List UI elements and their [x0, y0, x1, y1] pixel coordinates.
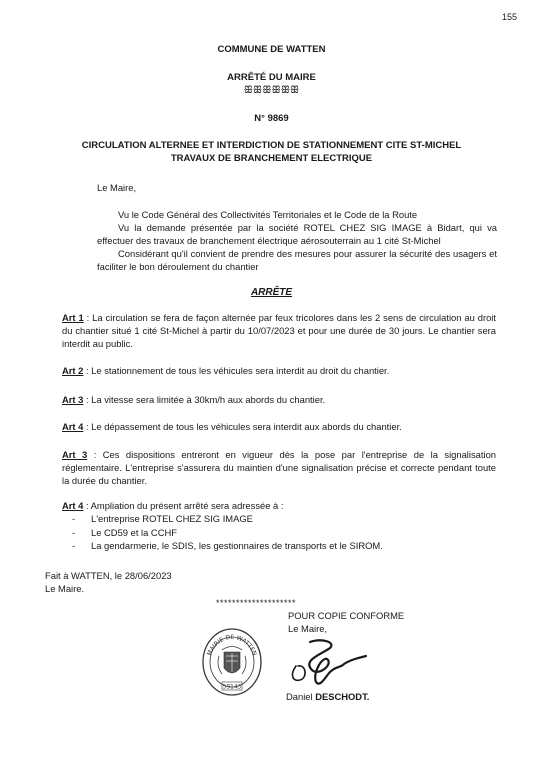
signatory-name [286, 690, 369, 703]
article-2 [62, 364, 389, 377]
document-title-line1: CIRCULATION ALTERNEE ET INTERDICTION DE STATIONNEMENT CITE ST-MICHEL [81, 140, 462, 151]
article-5-label: Art 3 [62, 449, 88, 460]
considerant: Considérant qu'il convient de prendre des mesures pour assurer la sécurité des usagers et faciliter le bon déroulement du chantier [97, 248, 497, 272]
article-5 [62, 448, 496, 487]
article-4-label: Art 4 [62, 421, 84, 432]
vu-code: Vu le Code Général des Collectivités Territoriales et le Code de la Route [118, 209, 418, 220]
arrete-heading: ARRÊTE [250, 287, 293, 298]
star-separator: ******************** [216, 598, 297, 608]
article-3 [62, 393, 325, 406]
fait-a: Fait à WATTEN, le 28/06/2023 [45, 570, 172, 581]
ornament-divider: ꕥꕥꕥꕥꕥꕥ [243, 85, 300, 96]
article-3-label: Art 3 [62, 394, 84, 405]
commune-name: COMMUNE DE WATTEN [217, 44, 326, 55]
arrete-du-maire: ARRÊTÉ DU MAIRE [227, 72, 316, 83]
article-6-label: Art 4 [62, 500, 84, 511]
signature-scribble [282, 636, 372, 690]
article-1-label: Art 1 [62, 312, 84, 323]
article-5-text: : Ces dispositions entreront en vigueur dès la pose par l'entreprise de la signalisation réglementaire. L'entreprise s'assurera du maintien d'une signalisation précise et correcte pendant toute la durée du chantier. [62, 449, 496, 486]
seal-text-top: MAIRIE DE WATTEN [205, 633, 259, 657]
signatory-last-name: DESCHODT. [315, 691, 370, 702]
article-2-text: : Le stationnement de tous les véhicules sera interdit au droit du chantier. [83, 365, 390, 376]
le-maire-closing: Le Maire. [45, 583, 85, 594]
list-item: - La gendarmerie, le SDIS, les gestionnaires de transports et le SIROM. [72, 539, 383, 553]
article-1-text: : La circulation se fera de façon alternée par feux tricolores dans les 2 sens de circulation au droit du chantier situé 1 cité St-Michel à partir du 10/07/2023 et pour une durée de 30 jours. Le chantier sera interdit au public. [62, 312, 496, 349]
article-4 [62, 420, 402, 433]
page-number: 155 [501, 12, 517, 22]
article-6-text: : Ampliation du présent arrêté sera adressée à : [83, 500, 284, 511]
mairie-seal-stamp [200, 626, 264, 698]
signatory-first-name: Daniel [286, 691, 313, 702]
seal-code: 59143 [222, 684, 242, 691]
article-1 [62, 311, 496, 350]
article-6 [62, 499, 283, 512]
article-3-text: : La vitesse sera limitée à 30km/h aux abords du chantier. [83, 394, 326, 405]
document-title-line2: TRAVAUX DE BRANCHEMENT ELECTRIQUE [170, 153, 373, 164]
pour-copie-conforme: POUR COPIE CONFORME [288, 610, 405, 621]
le-maire-signature-label: Le Maire, [288, 623, 328, 634]
article-4-text: : Le dépassement de tous les véhicules sera interdit aux abords du chantier. [83, 421, 402, 432]
list-item: - L'entreprise ROTEL CHEZ SIG IMAGE [72, 512, 383, 526]
le-maire-intro: Le Maire, [97, 182, 137, 193]
article-2-label: Art 2 [62, 365, 84, 376]
ampliation-list [72, 512, 383, 553]
list-item: - Le CD59 et la CCHF [72, 526, 383, 540]
arrete-number: N° 9869 [254, 113, 289, 124]
vu-demande: Vu la demande présentée par la société ROTEL CHEZ SIG IMAGE à Bidart, qui va effectuer des travaux de branchement électrique aérosouterrain au 1 cité St-Michel [97, 222, 497, 246]
